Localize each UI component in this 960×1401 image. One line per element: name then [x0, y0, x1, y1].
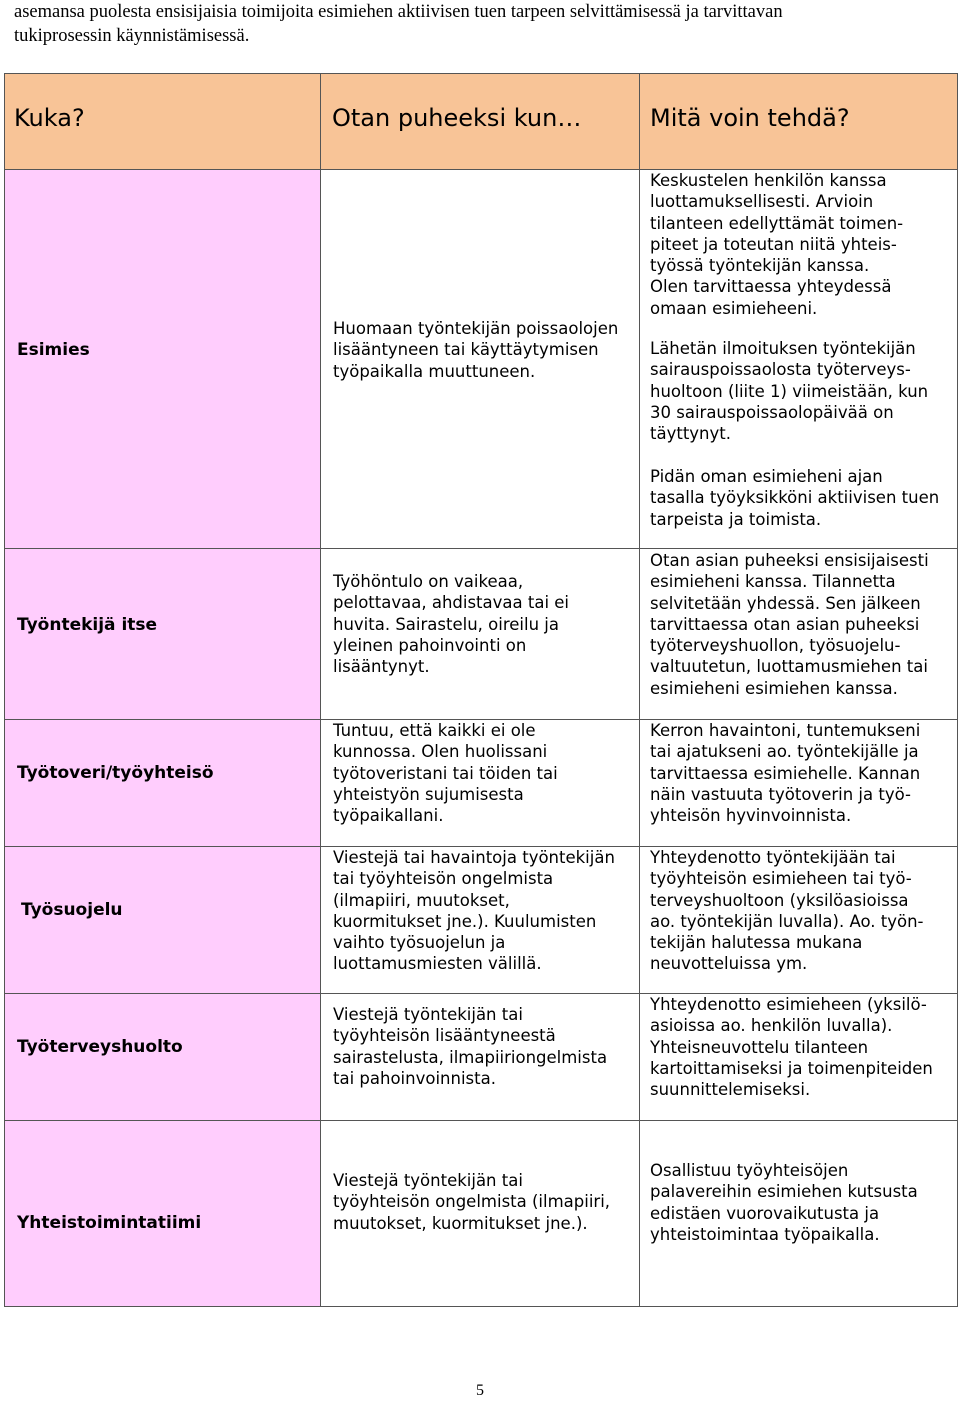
what-text: Otan asian puheeksi ensisijaisesti esimieheni kanssa. Tilannetta selvitetään yhdessä. Sen jälkeen tarvittaessa otan asian puheeksi työterveyshuollon, työsuojelu- valtuutetun, luottamusmiehen tai esimieheni esimiehen kanssa.	[650, 551, 929, 698]
row-healthcare-what	[639, 993, 958, 1121]
when-text: Viestejä työntekijän tai työyhteisön lisääntyneestä sairastelusta, ilmapiiriongelmista tai pahoinvoinnista.	[333, 1005, 608, 1088]
row-esimies-who	[4, 169, 321, 549]
header-cell-when	[320, 73, 640, 170]
what-text: Kerron havaintoni, tuntemukseni tai ajatukseni ao. työntekijälle ja tarvittaessa esimiehelle. Kannan näin vastuuta työtoverin ja työ- yhteisön hyvinvoinnista.	[650, 721, 921, 826]
row-esimies-when	[320, 169, 640, 549]
row-employee-what	[639, 548, 958, 720]
row-safety-when	[320, 846, 640, 994]
role-label: Yhteistoimintatiimi	[17, 1213, 202, 1233]
what-text: Osallistuu työyhteisöjen palavereihin esimiehen kutsusta edistäen vuorovaikutusta ja yhteistoimintaa työpaikalla.	[650, 1161, 918, 1244]
row-healthcare-when	[320, 993, 640, 1121]
intro-text	[14, 0, 944, 48]
role-label: Esimies	[17, 340, 90, 360]
what-text-1: Keskustelen henkilön kanssa luottamuksellisesti. Arvioin tilanteen edellyttämät toimen- piteet ja toteutan niitä yhteis- työssä työntekijän kanssa. Olen tarvittaessa yhteydessä omaan esimieheeni.	[650, 171, 904, 318]
row-safety-what	[639, 846, 958, 994]
what-text: Yhteydenotto esimieheen (yksilö- asioissa ao. henkilön luvalla). Yhteisneuvottelu tilanteen kartoittamiseksi ja toimenpiteiden suunnittelemiseksi.	[650, 995, 933, 1100]
when-text: Viestejä työntekijän tai työyhteisön ongelmista (ilmapiiri, muutokset, kuormitukset jne.).	[333, 1171, 611, 1233]
row-cooperation-who	[4, 1120, 321, 1307]
intro-line-1: asemansa puolesta ensisijaisia toimijoita esimiehen aktiivisen tuen tarpeen selvittämisessä ja tarvittavan	[14, 2, 783, 22]
what-text-2: Lähetän ilmoituksen työntekijän sairauspoissaolosta työterveys- huoltoon (liite 1) viimeistään, kun 30 sairauspoissaolopäivää on täyttynyt.	[650, 339, 929, 444]
row-cooperation-when	[320, 1120, 640, 1307]
row-healthcare-who	[4, 993, 321, 1121]
page-number: 5	[476, 1382, 484, 1399]
what-text: Yhteydenotto työntekijään tai työyhteisön esimieheen tai työ- terveyshuoltoon (yksilöasioissa ao. työntekijän luvalla). Ao. työn- tekijän halutessa mukana neuvotteluissa ym.	[650, 848, 924, 974]
role-label: Työterveyshuolto	[17, 1037, 183, 1057]
when-text: Työhöntulo on vaikeaa, pelottavaa, ahdistavaa tai ei huvita. Sairastelu, oireilu ja yleinen pahoinvointi on lisääntynyt.	[333, 572, 570, 677]
header-when: Otan puheeksi kun…	[332, 104, 582, 132]
header-cell-what	[639, 73, 958, 170]
header-who: Kuka?	[14, 104, 85, 132]
when-text: Tuntuu, että kaikki ei ole kunnossa. Olen huolissani työtoveristani tai töiden tai yhteistyön sujumisesta työpaikallani.	[333, 721, 558, 826]
row-esimies-what	[639, 169, 958, 549]
row-colleague-what	[639, 719, 958, 847]
row-colleague-when	[320, 719, 640, 847]
when-text: Huomaan työntekijän poissaolojen lisääntyneen tai käyttäytymisen työpaikalla muuttuneen.	[333, 319, 619, 381]
row-safety-who	[4, 846, 321, 994]
row-colleague-who	[4, 719, 321, 847]
row-employee-who	[4, 548, 321, 720]
row-cooperation-what	[639, 1120, 958, 1307]
intro-line-2: tukiprosessin käynnistämisessä.	[14, 26, 250, 46]
what-text-3: Pidän oman esimieheni ajan tasalla työyksikköni aktiivisen tuen tarpeista ja toimista.	[650, 467, 940, 529]
row-employee-when	[320, 548, 640, 720]
role-label: Työsuojelu	[21, 900, 123, 920]
header-what: Mitä voin tehdä?	[650, 104, 850, 132]
role-label: Työtoveri/työyhteisö	[17, 763, 214, 783]
header-cell-who	[4, 73, 321, 170]
when-text: Viestejä tai havaintoja työntekijän tai työyhteisön ongelmista (ilmapiiri, muutokset, kuormitukset jne.). Kuulumisten vaihto työsuojelun ja luottamusmiesten välillä.	[333, 848, 615, 974]
role-label: Työntekijä itse	[17, 615, 158, 635]
